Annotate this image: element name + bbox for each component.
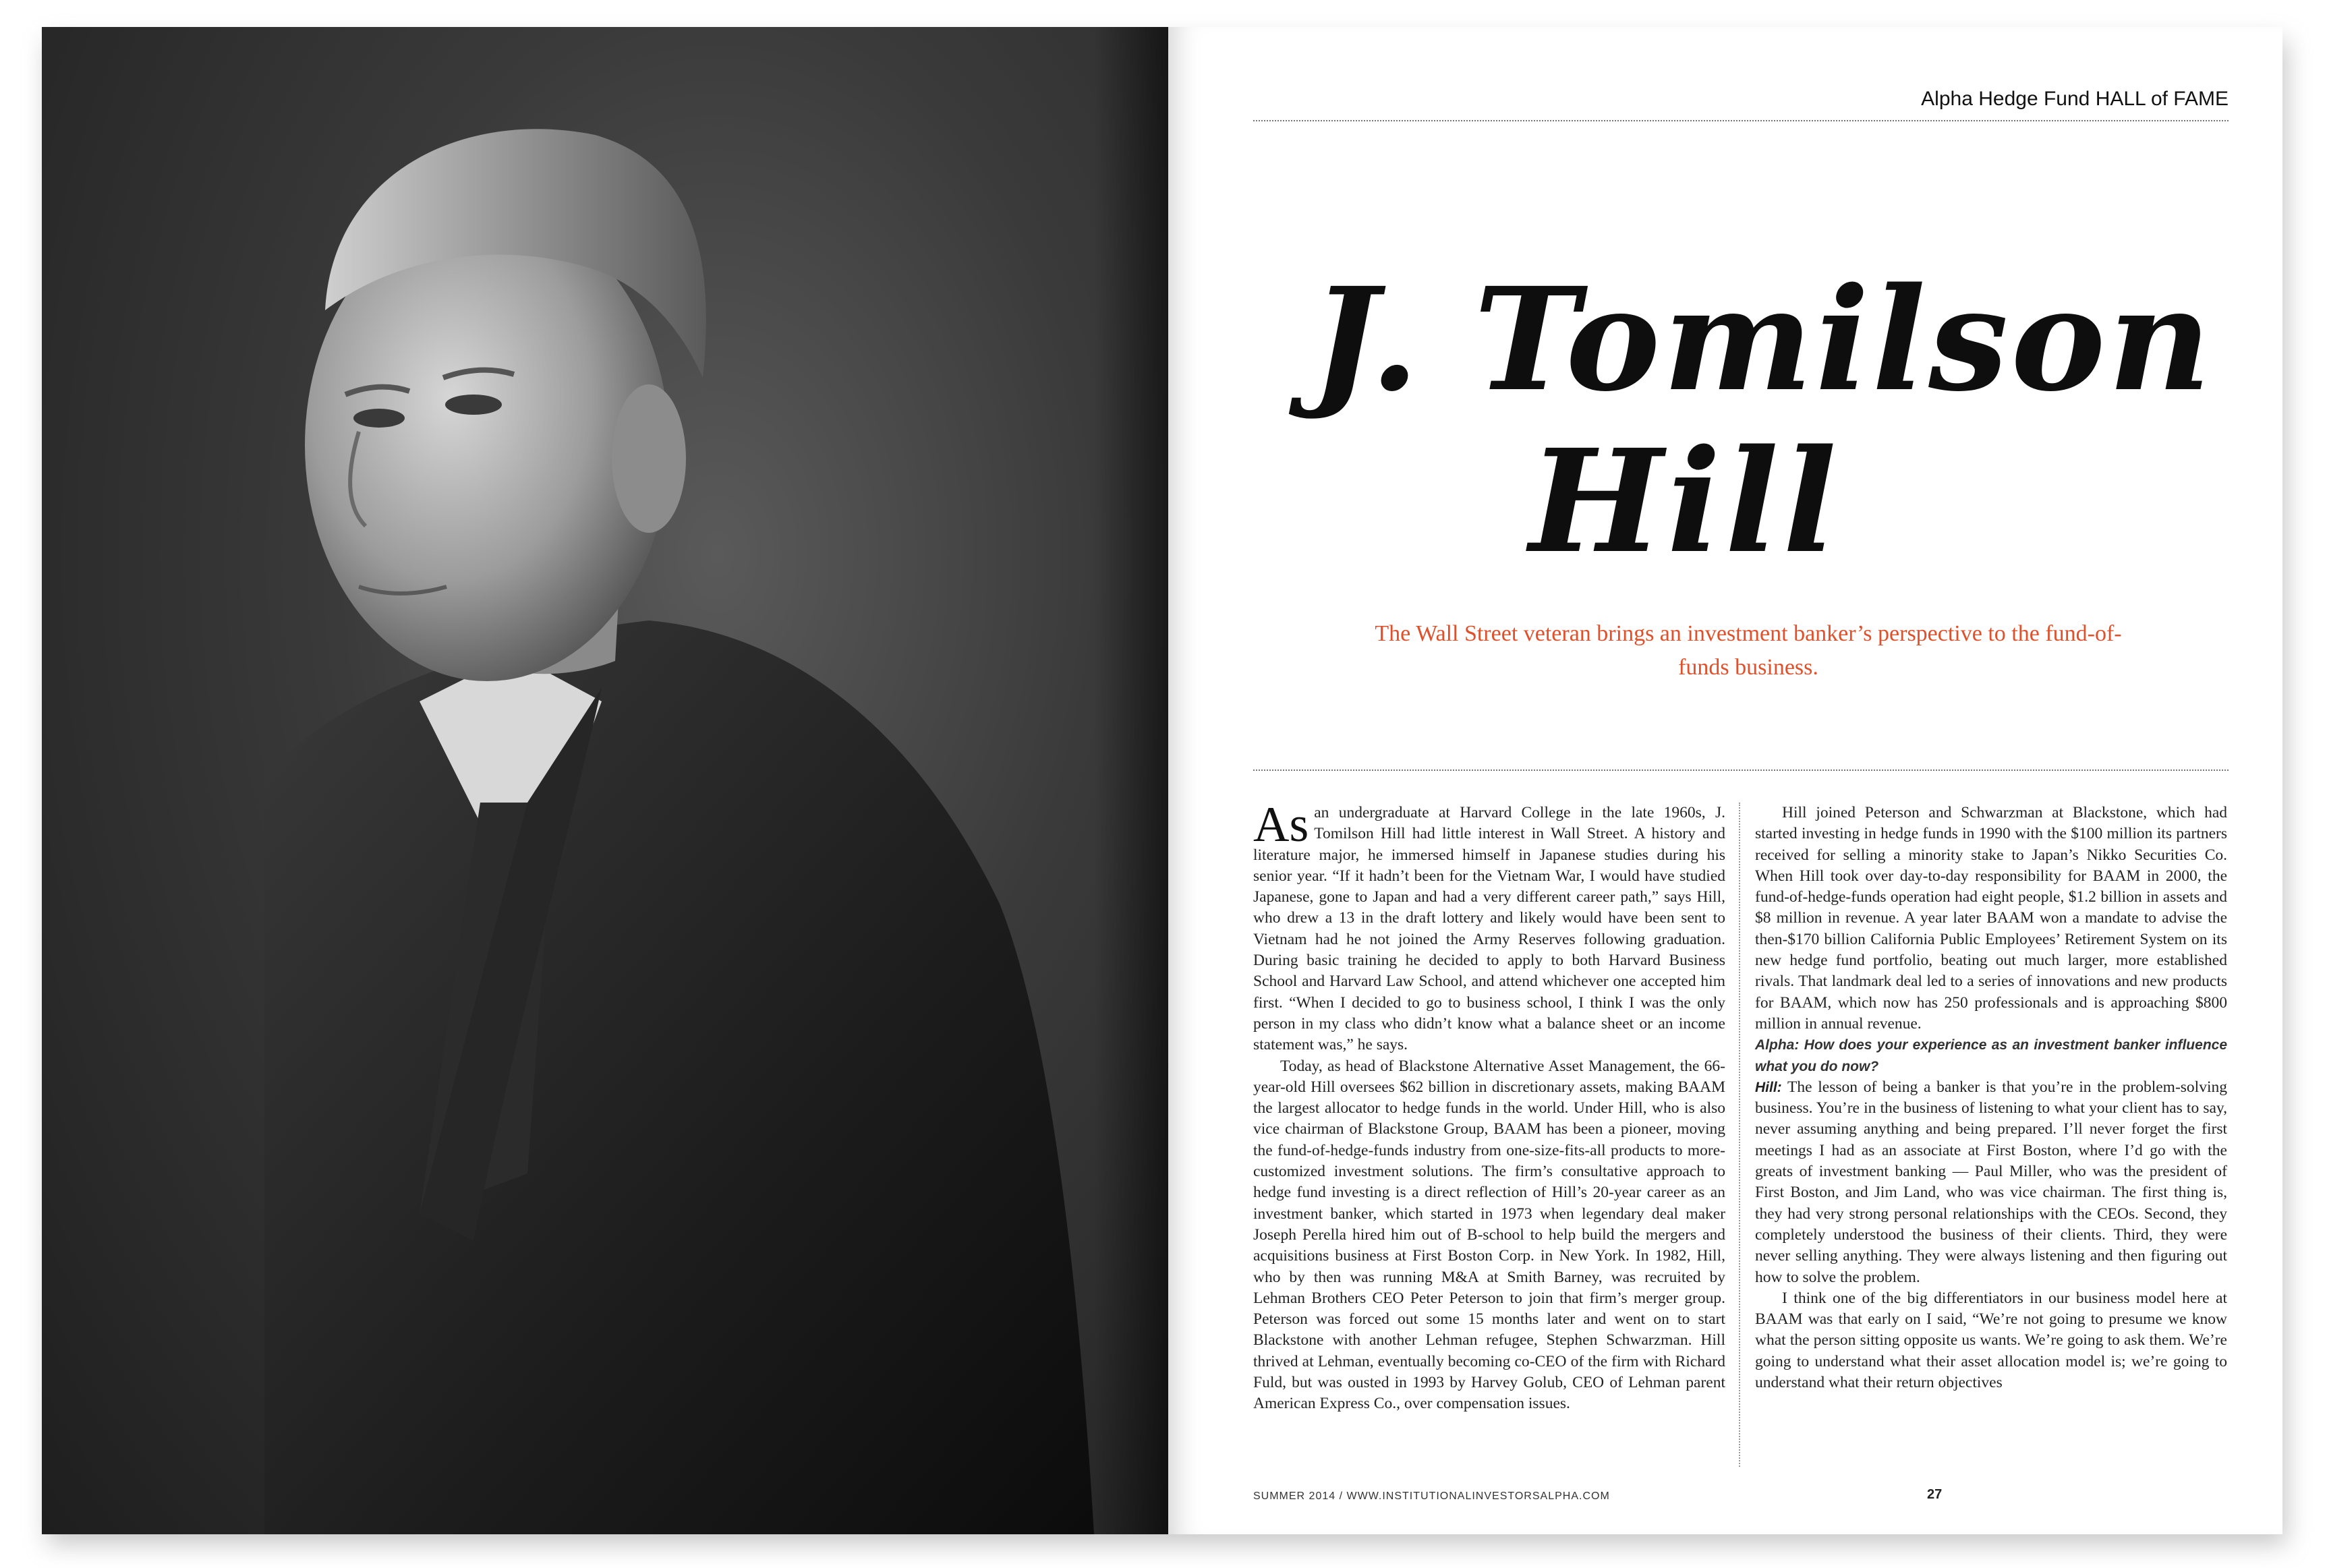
body-column-left xyxy=(1253,797,1725,1415)
title-line-1: J. Tomilson xyxy=(1311,256,2214,423)
article-page xyxy=(1168,27,2282,1534)
drop-cap: As xyxy=(1253,797,1309,852)
paragraph-today: Today, as head of Blackstone Alternative Asset Management, the 66-year-old Hill oversees $62 billion in discretionary assets, making BAAM the largest allocator to hedge funds in the world. Under Hill, who is also vice chairman of Blackstone Group, BAAM has been a pioneer, moving the fund-of-hedge-funds industry from one-size-fits-all products to more-customized investment solutions. The firm’s consultative approach to hedge fund investing is a direct reflection of Hill’s 20-year career as an investment banker, which started in 1973 when legendary deal maker Joseph Perella hired him out of B-school to help build the mergers and acquisitions business at First Boston Corp. in New York. In 1982, Hill, who by then was running M&A at Smith Barney, was recruited by Lehman Brothers CEO Peter Peterson to join that firm’s merger group. Peterson was forced out some 15 months later and went on to start Blackstone with another Lehman refugee, Stephen Schwarzman. Hill thrived at Lehman, eventually becoming co-CEO of the firm with Richard Fuld, but was ousted in 1993 by Harvey Golub, CEO of Lehman parent American Express Co., over compensation issues. xyxy=(1253,1057,1725,1413)
portrait-photo xyxy=(42,27,1168,1534)
page-number: 27 xyxy=(1927,1487,1943,1502)
intro-text: an undergraduate at Harvard College in the late 1960s, J. Tomilson Hill had little interest in Wall Street. A history and literature major, he immersed himself in Japanese studies during his senior year. “If it hadn’t been for the Vietnam War, I would have studied Japanese, gone to Japan and had a very different career path,” says Hill, who drew a 13 in the draft lottery and likely would have been sent to Vietnam had he not joined the Army Reserves following graduation. During basic training he decided to apply to both Harvard Business School and Harvard Law School, and attend whichever one accepted him first. “When I decided to go to business school, I think I was the only person in my class who didn’t know what a balance sheet or an income statement was,” he says. xyxy=(1253,804,1725,1054)
section-label: Alpha Hedge Fund HALL of FAME xyxy=(1921,88,2229,110)
answer-text: The lesson of being a banker is that you’re in the problem-solving business. You’re in the business of listening to what your client has to say, never assuming anything and being prepared. I’ll never forget the first meetings I had as an associate at First Boston, where I’d go with the greats of investment banking — Paul Miller, who was the president of First Boston, and Jim Land, who was vice chairman. The first thing is, they had very strong personal relationships with the CEOs. Second, they completely understood the business of their clients. Third, they were never selling anything. They were always listening and then figuring out how to solve the problem. xyxy=(1755,1078,2227,1286)
top-rule xyxy=(1253,120,2229,121)
interview-answer xyxy=(1755,1077,2227,1288)
interview-question: Alpha: How does your experience as an investment banker influence what you do now? xyxy=(1755,1037,2227,1074)
article-deck: The Wall Street veteran brings an investment banker’s perspective to the fund-of-funds business. xyxy=(1375,621,2122,680)
footer-issue-url: SUMMER 2014 / WWW.INSTITUTIONALINVESTORSALPHA.COM xyxy=(1253,1490,1610,1502)
speaker-label: Hill: xyxy=(1755,1079,1782,1095)
body-column-right xyxy=(1755,803,2227,1393)
title-line-2: Hill xyxy=(1529,418,1841,585)
paragraph-differentiators: I think one of the big differentiators in our business model here at BAAM was that early on I said, “We’re not going to presume we know what the person sitting opposite us wants. We’re going to ask them. We’re going to understand what their asset allocation model is; we’re going to understand what their return objectives xyxy=(1755,1289,2227,1392)
middle-rule xyxy=(1253,770,2229,771)
column-divider xyxy=(1739,803,1740,1467)
paragraph-blackstone: Hill joined Peterson and Schwarzman at Blackstone, which had started investing in hedge funds in 1990 with the $100 million its partners received for selling a minority stake to Japan’s Nikko Securities Co. When Hill took over day-to-day responsibility for BAAM in 2000, the fund-of-hedge-funds operation had eight people, $1.2 billion in assets and $8 million in revenue. A year later BAAM won a mandate to advise the then-$170 billion California Public Employees’ Retirement System on its new hedge fund portfolio, beating out much larger, more established rivals. That landmark deal led to a series of innovations and new products for BAAM, which now has 250 professionals and is approaching $800 million in annual revenue. xyxy=(1755,804,2227,1033)
paragraph-intro xyxy=(1253,797,1725,1056)
